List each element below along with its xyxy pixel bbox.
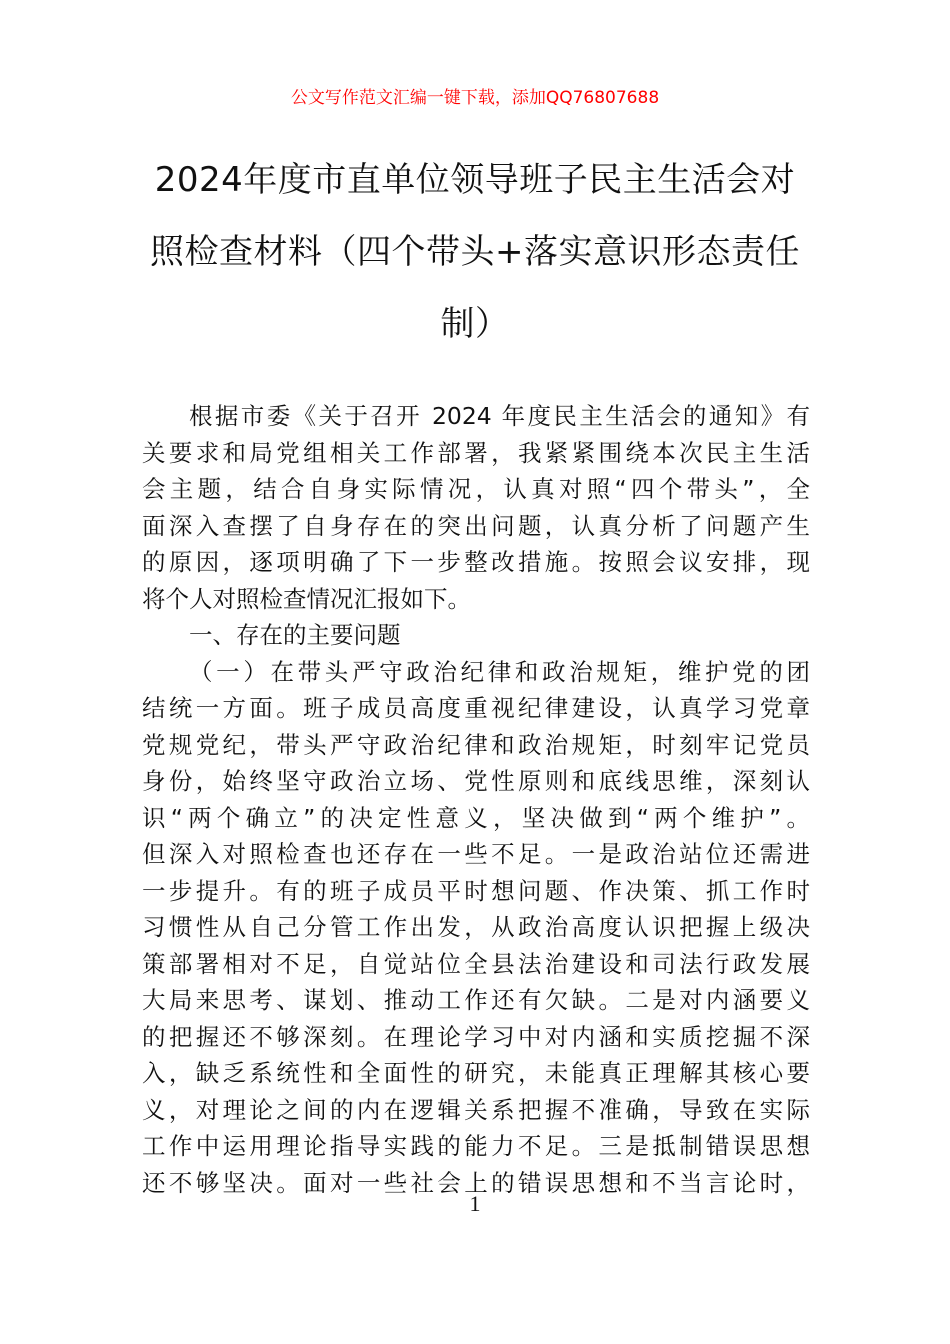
section-heading: 一、存在的主要问题 [189,621,401,649]
paragraph-line: 的把握还不够深刻。在理论学习中对内涵和实质挖掘不深 [142,1022,810,1051]
paragraph-line: 习惯性从自己分管工作出发，从政治高度认识把握上级决 [142,913,810,941]
paragraph-line: 工作中运用理论指导实践的能力不足。三是抵制错误思想 [142,1132,810,1160]
paragraph-intro-line: 面深入查摆了自身存在的突出问题，认真分析了问题产生 [142,511,810,540]
paragraph-line: 一步提升。有的班子成员平时想问题、作决策、抓工作时 [142,876,810,905]
paragraph-intro-line: 根据市委《关于召开 2024 年度民主生活会的通知》有 [189,402,810,430]
title-line: 2024年度市直单位领导班子民主生活会对 [154,160,796,200]
paragraph-line: 大局来思考、谋划、推动工作还有欠缺。二是对内涵要义 [142,986,810,1014]
paragraph-intro-line: 关要求和局党组相关工作部署，我紧紧围绕本次民主生活 [142,438,810,467]
paragraph-line: 党规党纪，带头严守政治纪律和政治规矩，时刻牢记党员 [142,730,810,759]
title-line: 照检查材料（四个带头+落实意识形态责任 [150,232,800,272]
paragraph-intro-line: 将个人对照检查情况汇报如下。 [142,584,471,613]
document-title [145,144,805,360]
paragraph-line: （一）在带头严守政治纪律和政治规矩，维护党的团 [189,657,810,686]
paragraph-intro-line: 的原因，逐项明确了下一步整改措施。按照会议安排，现 [142,548,810,576]
paragraph-line: 但深入对照检查也还存在一些不足。一是政治站位还需进 [142,840,810,868]
page-number: 1 [469,1191,481,1216]
paragraph-line: 入，缺乏系统性和全面性的研究，未能真正理解其核心要 [142,1059,810,1087]
paragraph-line: 义，对理论之间的内在逻辑关系把握不准确，导致在实际 [142,1095,810,1124]
paragraph-line: 身份，始终坚守政治立场、党性原则和底线思维，深刻认 [142,767,810,795]
paragraph-line: 还不够坚决。面对一些社会上的错误思想和不当言论时， [142,1168,810,1197]
paragraph-line: 结统一方面。班子成员高度重视纪律建设，认真学习党章 [142,694,810,722]
paragraph-line: 策部署相对不足，自觉站位全县法治建设和司法行政发展 [142,949,810,978]
paragraph-line: 识“两个确立”的决定性意义，坚决做到“两个维护”。 [142,803,810,832]
paragraph-intro-line: 会主题，结合自身实际情况，认真对照“四个带头”，全 [142,475,810,503]
document-body [142,398,810,1201]
download-notice: 公文写作范文汇编一键下载，添加QQ76807688 [290,88,660,108]
title-line: 制） [440,304,510,344]
